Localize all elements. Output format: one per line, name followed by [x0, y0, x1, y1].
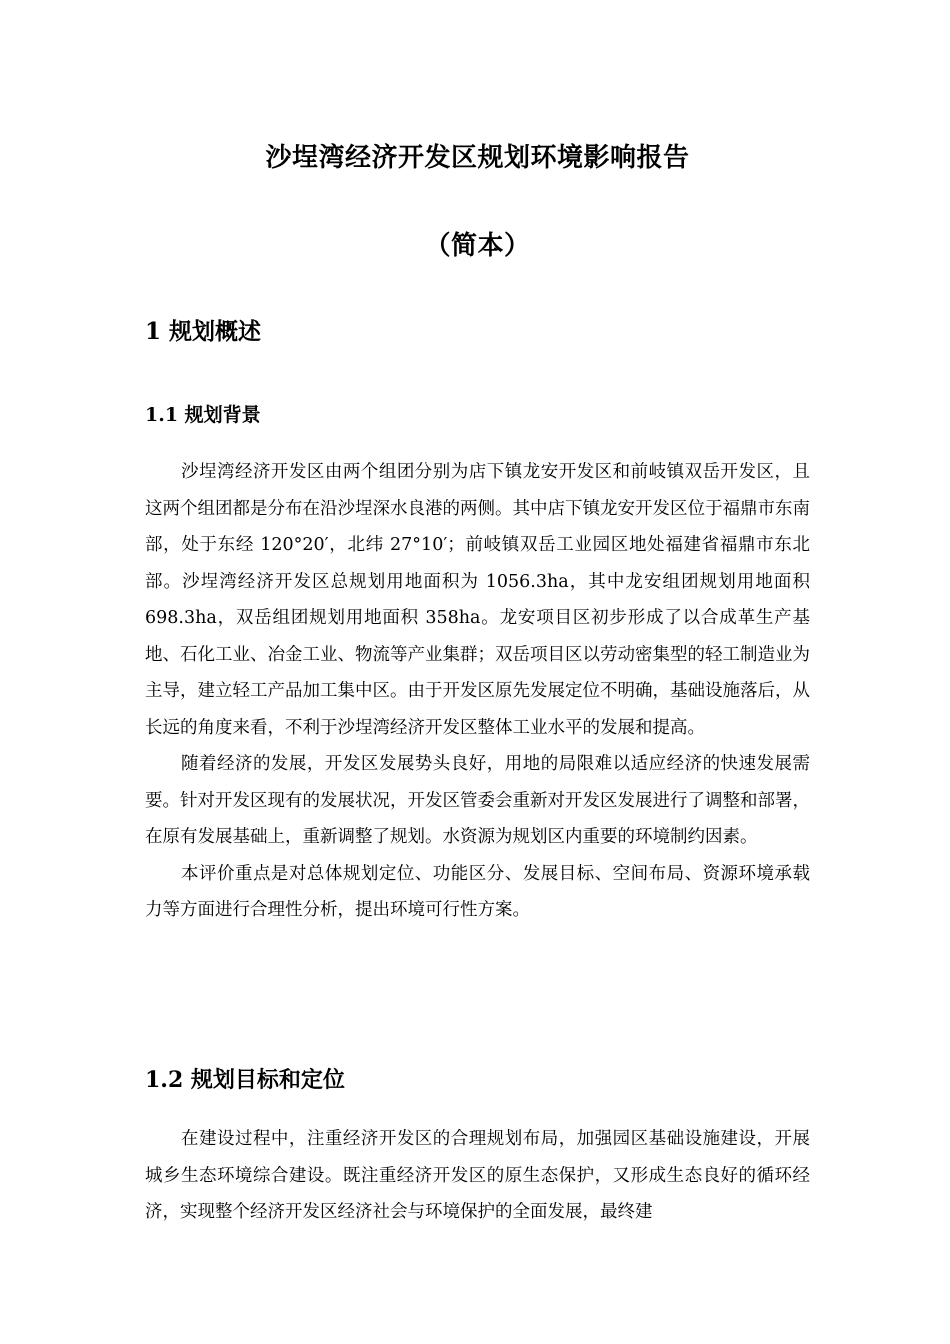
document-subtitle: （简本）: [424, 231, 531, 261]
section-1-2-body: [145, 1121, 810, 1231]
section-1-1-heading: 1.1 规划背景: [145, 404, 261, 426]
paragraph: 在建设过程中，注重经济开发区的合理规划布局，加强园区基础设施建设，开展城乡生态环境综合建设。既注重经济开发区的原生态保护，又形成生态良好的循环经济，实现整个经济开发区经济社会与环境保护的全面发展，最终建: [145, 1129, 810, 1222]
paragraph: 随着经济的发展，开发区发展势头良好，用地的局限难以适应经济的快速发展需要。针对开发区现有的发展状况，开发区管委会重新对开发区发展进行了调整和部署，在原有发展基础上，重新调整了规划。水资源为规划区内重要的环境制约因素。: [145, 754, 810, 847]
paragraph: 本评价重点是对总体规划定位、功能区分、发展目标、空间布局、资源环境承载力等方面进行合理性分析，提出环境可行性方案。: [145, 863, 810, 920]
section-1-2-heading: 1.2 规划目标和定位: [145, 1067, 345, 1093]
document-title: 沙埕湾经济开发区规划环境影响报告: [265, 143, 690, 173]
section-1-1-body: [145, 454, 810, 929]
section-1-heading: 1 规划概述: [145, 318, 262, 345]
paragraph: 沙埕湾经济开发区由两个组团分别为店下镇龙安开发区和前岐镇双岳开发区，且这两个组团都是分布在沿沙埕深水良港的两侧。其中店下镇龙安开发区位于福鼎市东南部，处于东经 120°20′，北纬 27°10′；前岐镇双岳工业园区地处福建省福鼎市东北部。沙埕湾经济开发区总规划用地面积为 1056.3ha，其中龙安组团规划用地面积 698.3ha，双岳组团规划用地面积 358ha。龙安项目区初步形成了以合成革生产基地、石化工业、冶金工业、物流等产业集群；双岳项目区以劳动密集型的轻工制造业为主导，建立轻工产品加工集中区。由于开发区原先发展定位不明确，基础设施落后，从长远的角度来看，不利于沙埕湾经济开发区整体工业水平的发展和提高。: [145, 462, 810, 738]
